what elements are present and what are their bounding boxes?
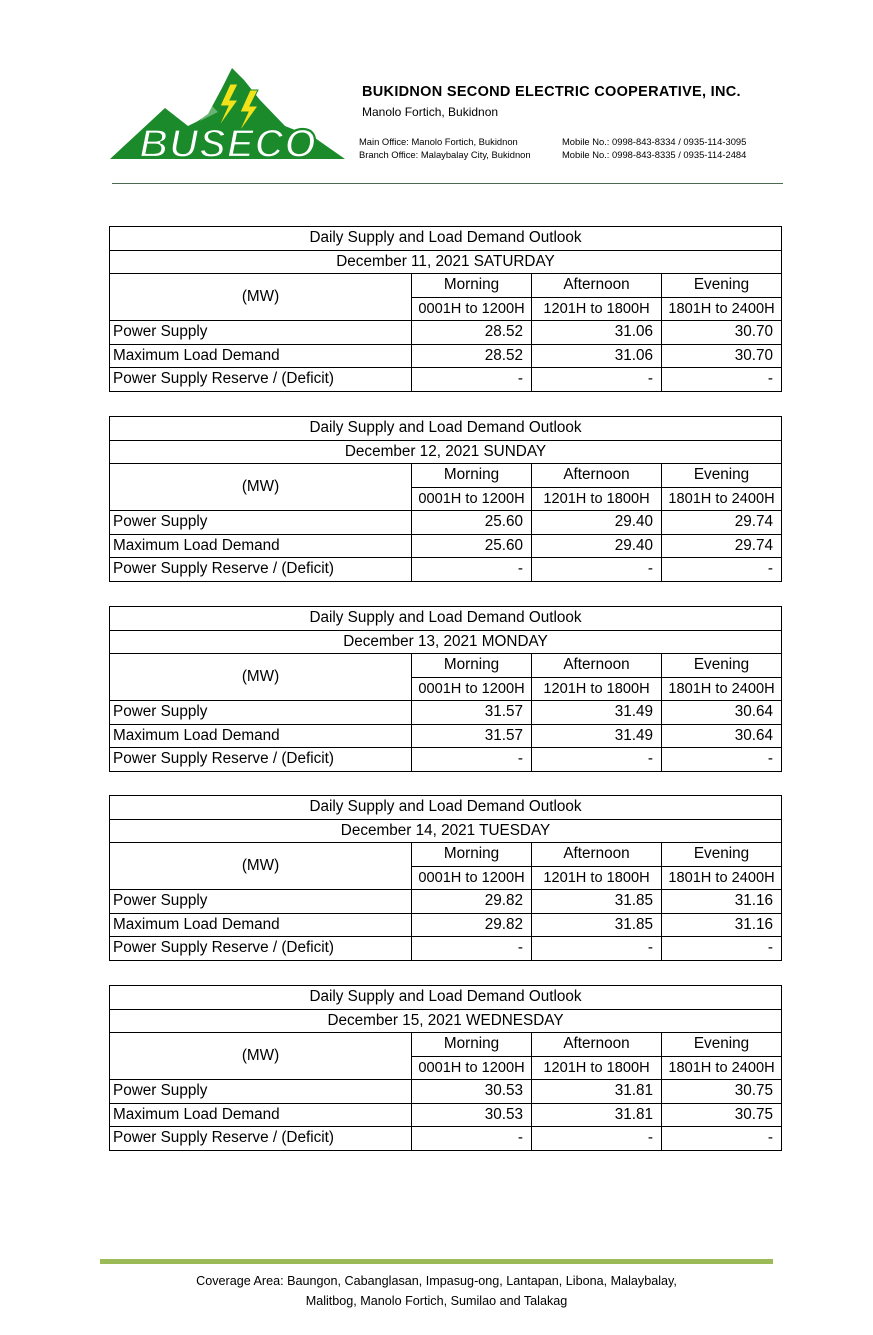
row-label: Power Supply xyxy=(110,890,412,914)
value-morning: 30.53 xyxy=(412,1080,532,1104)
value-evening: 29.74 xyxy=(662,534,782,558)
unit-label: (MW) xyxy=(110,1033,412,1080)
organization-location: Manolo Fortich, Bukidnon xyxy=(362,105,499,119)
row-label: Power Supply xyxy=(110,321,412,345)
value-morning: - xyxy=(412,368,532,392)
range-evening: 1801H to 2400H xyxy=(662,677,782,701)
value-afternoon: 31.49 xyxy=(532,701,662,725)
value-evening: 31.16 xyxy=(662,890,782,914)
value-evening: - xyxy=(662,937,782,961)
outlook-title: Daily Supply and Load Demand Outlook xyxy=(110,607,782,631)
row-label: Maximum Load Demand xyxy=(110,344,412,368)
value-afternoon: 31.85 xyxy=(532,890,662,914)
value-evening: 30.75 xyxy=(662,1080,782,1104)
value-afternoon: - xyxy=(532,748,662,772)
table-row xyxy=(110,748,782,772)
period-evening: Evening xyxy=(662,843,782,867)
period-evening: Evening xyxy=(662,274,782,298)
table-row xyxy=(110,724,782,748)
value-evening: - xyxy=(662,748,782,772)
value-afternoon: 31.81 xyxy=(532,1103,662,1127)
period-afternoon: Afternoon xyxy=(532,843,662,867)
value-afternoon: - xyxy=(532,558,662,582)
row-label: Power Supply Reserve / (Deficit) xyxy=(110,1127,412,1151)
range-morning: 0001H to 1200H xyxy=(412,677,532,701)
letterhead xyxy=(0,0,873,200)
value-afternoon: 31.85 xyxy=(532,913,662,937)
range-afternoon: 1201H to 1800H xyxy=(532,866,662,890)
range-afternoon: 1201H to 1800H xyxy=(532,677,662,701)
period-morning: Morning xyxy=(412,274,532,298)
value-morning: 28.52 xyxy=(412,321,532,345)
range-evening: 1801H to 2400H xyxy=(662,297,782,321)
unit-label: (MW) xyxy=(110,274,412,321)
table-row xyxy=(110,558,782,582)
period-morning: Morning xyxy=(412,1033,532,1057)
organization-name: BUKIDNON SECOND ELECTRIC COOPERATIVE, INC. xyxy=(362,84,741,100)
coverage-area-line-1: Coverage Area: Baungon, Cabanglasan, Impasug-ong, Lantapan, Libona, Malaybalay, xyxy=(196,1274,677,1288)
period-evening: Evening xyxy=(662,464,782,488)
table-row xyxy=(110,937,782,961)
logo-text: BUSECO xyxy=(139,122,317,166)
coverage-area xyxy=(0,1271,873,1311)
value-morning: - xyxy=(412,937,532,961)
outlook-table-dec-15 xyxy=(109,985,782,1151)
header-divider xyxy=(112,183,783,184)
outlook-table-dec-13 xyxy=(109,606,782,772)
table-row xyxy=(110,344,782,368)
value-morning: 29.82 xyxy=(412,890,532,914)
value-evening: - xyxy=(662,558,782,582)
main-office-line xyxy=(359,136,747,147)
outlook-date: December 11, 2021 SATURDAY xyxy=(110,250,782,274)
unit-label: (MW) xyxy=(110,464,412,511)
table-row xyxy=(110,368,782,392)
value-morning: 31.57 xyxy=(412,701,532,725)
value-morning: - xyxy=(412,1127,532,1151)
period-evening: Evening xyxy=(662,654,782,678)
branch-office-address: Branch Office: Malaybalay City, Bukidnon xyxy=(359,149,531,160)
range-afternoon: 1201H to 1800H xyxy=(532,487,662,511)
outlook-table-dec-12 xyxy=(109,416,782,582)
value-evening: 30.75 xyxy=(662,1103,782,1127)
value-afternoon: - xyxy=(532,937,662,961)
value-afternoon: 29.40 xyxy=(532,511,662,535)
main-office-address: Main Office: Manolo Fortich, Bukidnon xyxy=(359,136,518,147)
value-morning: 25.60 xyxy=(412,534,532,558)
value-evening: 30.70 xyxy=(662,321,782,345)
value-morning: 29.82 xyxy=(412,913,532,937)
value-morning: 30.53 xyxy=(412,1103,532,1127)
value-evening: 30.64 xyxy=(662,701,782,725)
value-evening: - xyxy=(662,1127,782,1151)
main-office-mobile: Mobile No.: 0998-843-8334 / 0935-114-3095 xyxy=(562,136,747,147)
branch-office-mobile: Mobile No.: 0998-843-8335 / 0935-114-2484 xyxy=(562,149,747,160)
range-evening: 1801H to 2400H xyxy=(662,866,782,890)
table-row xyxy=(110,321,782,345)
table-row xyxy=(110,701,782,725)
range-morning: 0001H to 1200H xyxy=(412,1056,532,1080)
value-morning: - xyxy=(412,558,532,582)
table-row xyxy=(110,511,782,535)
buseco-logo xyxy=(110,66,345,166)
value-morning: - xyxy=(412,748,532,772)
table-row xyxy=(110,1080,782,1104)
range-evening: 1801H to 2400H xyxy=(662,1056,782,1080)
range-morning: 0001H to 1200H xyxy=(412,487,532,511)
branch-office-line xyxy=(359,149,747,160)
value-evening: 30.70 xyxy=(662,344,782,368)
range-evening: 1801H to 2400H xyxy=(662,487,782,511)
range-morning: 0001H to 1200H xyxy=(412,866,532,890)
value-evening: 31.16 xyxy=(662,913,782,937)
value-afternoon: 31.06 xyxy=(532,321,662,345)
period-evening: Evening xyxy=(662,1033,782,1057)
range-afternoon: 1201H to 1800H xyxy=(532,297,662,321)
row-label: Power Supply Reserve / (Deficit) xyxy=(110,937,412,961)
table-row xyxy=(110,534,782,558)
value-afternoon: 31.49 xyxy=(532,724,662,748)
period-afternoon: Afternoon xyxy=(532,464,662,488)
outlook-table-dec-11 xyxy=(109,226,782,392)
unit-label: (MW) xyxy=(110,654,412,701)
period-morning: Morning xyxy=(412,464,532,488)
row-label: Power Supply xyxy=(110,701,412,725)
value-morning: 31.57 xyxy=(412,724,532,748)
row-label: Power Supply xyxy=(110,1080,412,1104)
value-afternoon: 29.40 xyxy=(532,534,662,558)
range-afternoon: 1201H to 1800H xyxy=(532,1056,662,1080)
outlook-title: Daily Supply and Load Demand Outlook xyxy=(110,227,782,251)
table-row xyxy=(110,890,782,914)
outlook-date: December 12, 2021 SUNDAY xyxy=(110,440,782,464)
outlook-date: December 14, 2021 TUESDAY xyxy=(110,819,782,843)
row-label: Maximum Load Demand xyxy=(110,534,412,558)
value-evening: 30.64 xyxy=(662,724,782,748)
value-afternoon: - xyxy=(532,368,662,392)
coverage-area-line-2: Malitbog, Manolo Fortich, Sumilao and Talakag xyxy=(305,1294,568,1308)
period-afternoon: Afternoon xyxy=(532,1033,662,1057)
value-afternoon: 31.06 xyxy=(532,344,662,368)
range-morning: 0001H to 1200H xyxy=(412,297,532,321)
row-label: Maximum Load Demand xyxy=(110,724,412,748)
table-row xyxy=(110,913,782,937)
period-morning: Morning xyxy=(412,654,532,678)
footer-divider xyxy=(100,1259,773,1264)
value-morning: 25.60 xyxy=(412,511,532,535)
value-afternoon: - xyxy=(532,1127,662,1151)
outlook-date: December 15, 2021 WEDNESDAY xyxy=(110,1009,782,1033)
period-morning: Morning xyxy=(412,843,532,867)
value-afternoon: 31.81 xyxy=(532,1080,662,1104)
value-evening: 29.74 xyxy=(662,511,782,535)
value-morning: 28.52 xyxy=(412,344,532,368)
period-afternoon: Afternoon xyxy=(532,274,662,298)
outlook-date: December 13, 2021 MONDAY xyxy=(110,630,782,654)
row-label: Maximum Load Demand xyxy=(110,1103,412,1127)
outlook-title: Daily Supply and Load Demand Outlook xyxy=(110,796,782,820)
value-evening: - xyxy=(662,368,782,392)
outlook-title: Daily Supply and Load Demand Outlook xyxy=(110,417,782,441)
table-row xyxy=(110,1103,782,1127)
outlook-title: Daily Supply and Load Demand Outlook xyxy=(110,986,782,1010)
row-label: Power Supply Reserve / (Deficit) xyxy=(110,368,412,392)
period-afternoon: Afternoon xyxy=(532,654,662,678)
row-label: Power Supply Reserve / (Deficit) xyxy=(110,558,412,582)
row-label: Maximum Load Demand xyxy=(110,913,412,937)
unit-label: (MW) xyxy=(110,843,412,890)
outlook-table-dec-14 xyxy=(109,795,782,961)
row-label: Power Supply xyxy=(110,511,412,535)
row-label: Power Supply Reserve / (Deficit) xyxy=(110,748,412,772)
table-row xyxy=(110,1127,782,1151)
